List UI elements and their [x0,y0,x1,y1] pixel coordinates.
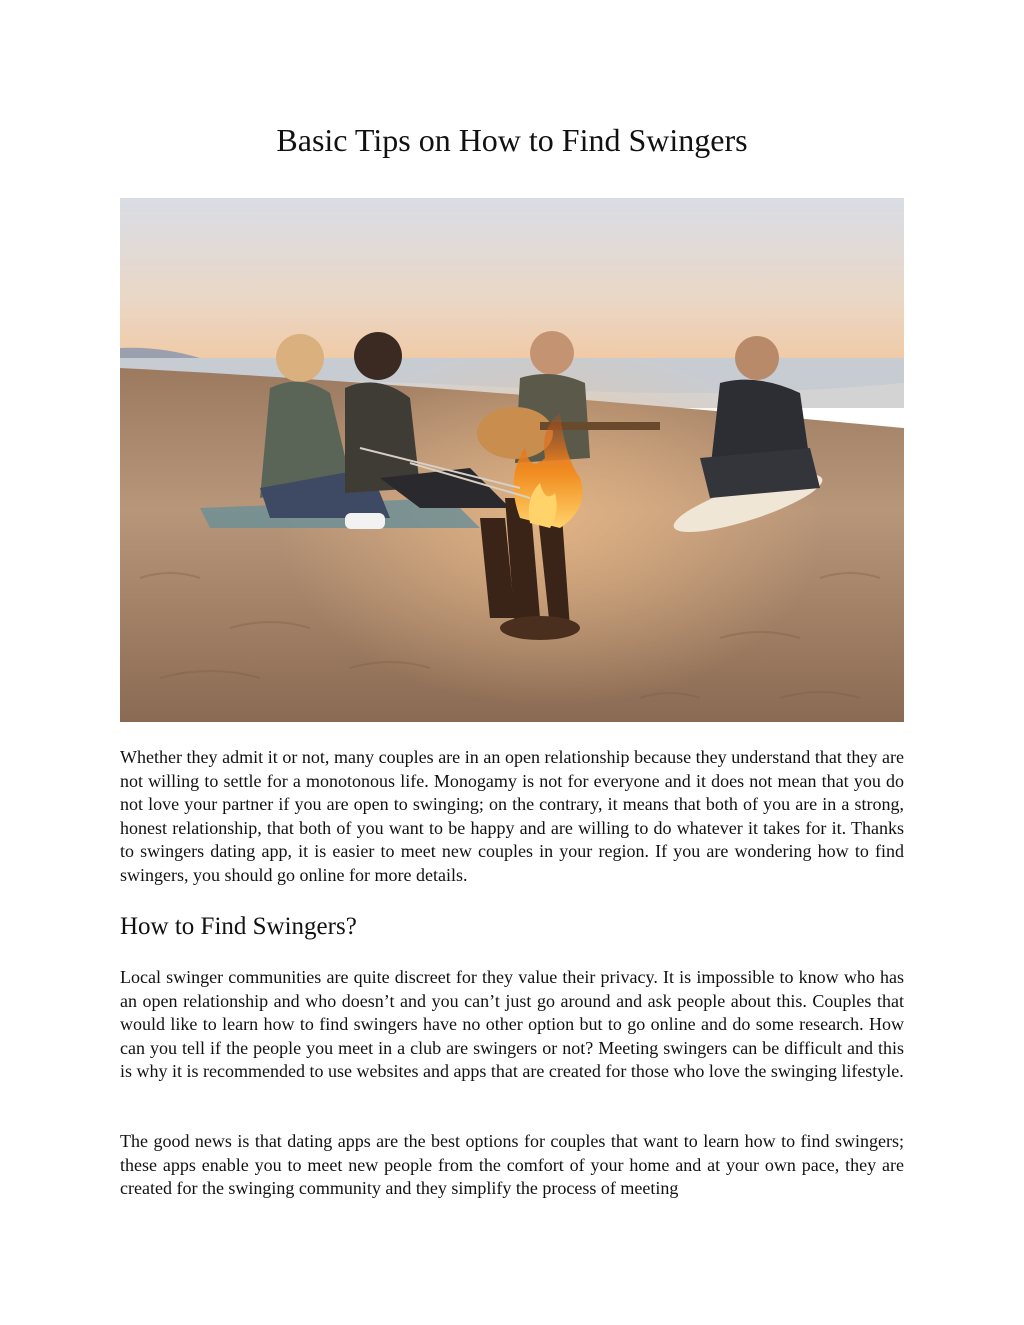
beach-bonfire-photo [120,198,904,722]
body-paragraph: Local swinger communities are quite discreet for they value their privacy. It is impossible to know who has an open relationship and who doesn’t and you can’t just go around and ask people about this. Couples that would like to learn how to find swingers have no other option but to go online and do some research. How can you tell if the people you meet in a club are swingers or not? Meeting swingers can be difficult and this is why it is recommended to use websites and apps that are created for those who love the swinging lifestyle. [120,967,904,1082]
body-paragraph: The good news is that dating apps are the best options for couples that want to learn how to find swingers; these apps enable you to meet new people from the comfort of your home and at your own pace, they are created for the swinging community and they simplify the process of meeting [120,1131,904,1199]
intro-paragraph: Whether they admit it or not, many couples are in an open relationship because they understand that they are not willing to settle for a monotonous life. Monogamy is not for everyone and it does not mean that you do not love your partner if you are open to swinging; on the contrary, it means that both of you are in a strong, honest relationship, that both of you want to be happy and are willing to do whatever it takes for it. Thanks to swingers dating app, it is easier to meet new couples in your region. If you are wondering how to find swingers, you should go online for more details. [120,747,904,885]
section-heading: How to Find Swingers? [120,913,357,940]
page-title: Basic Tips on How to Find Swingers [276,122,748,158]
